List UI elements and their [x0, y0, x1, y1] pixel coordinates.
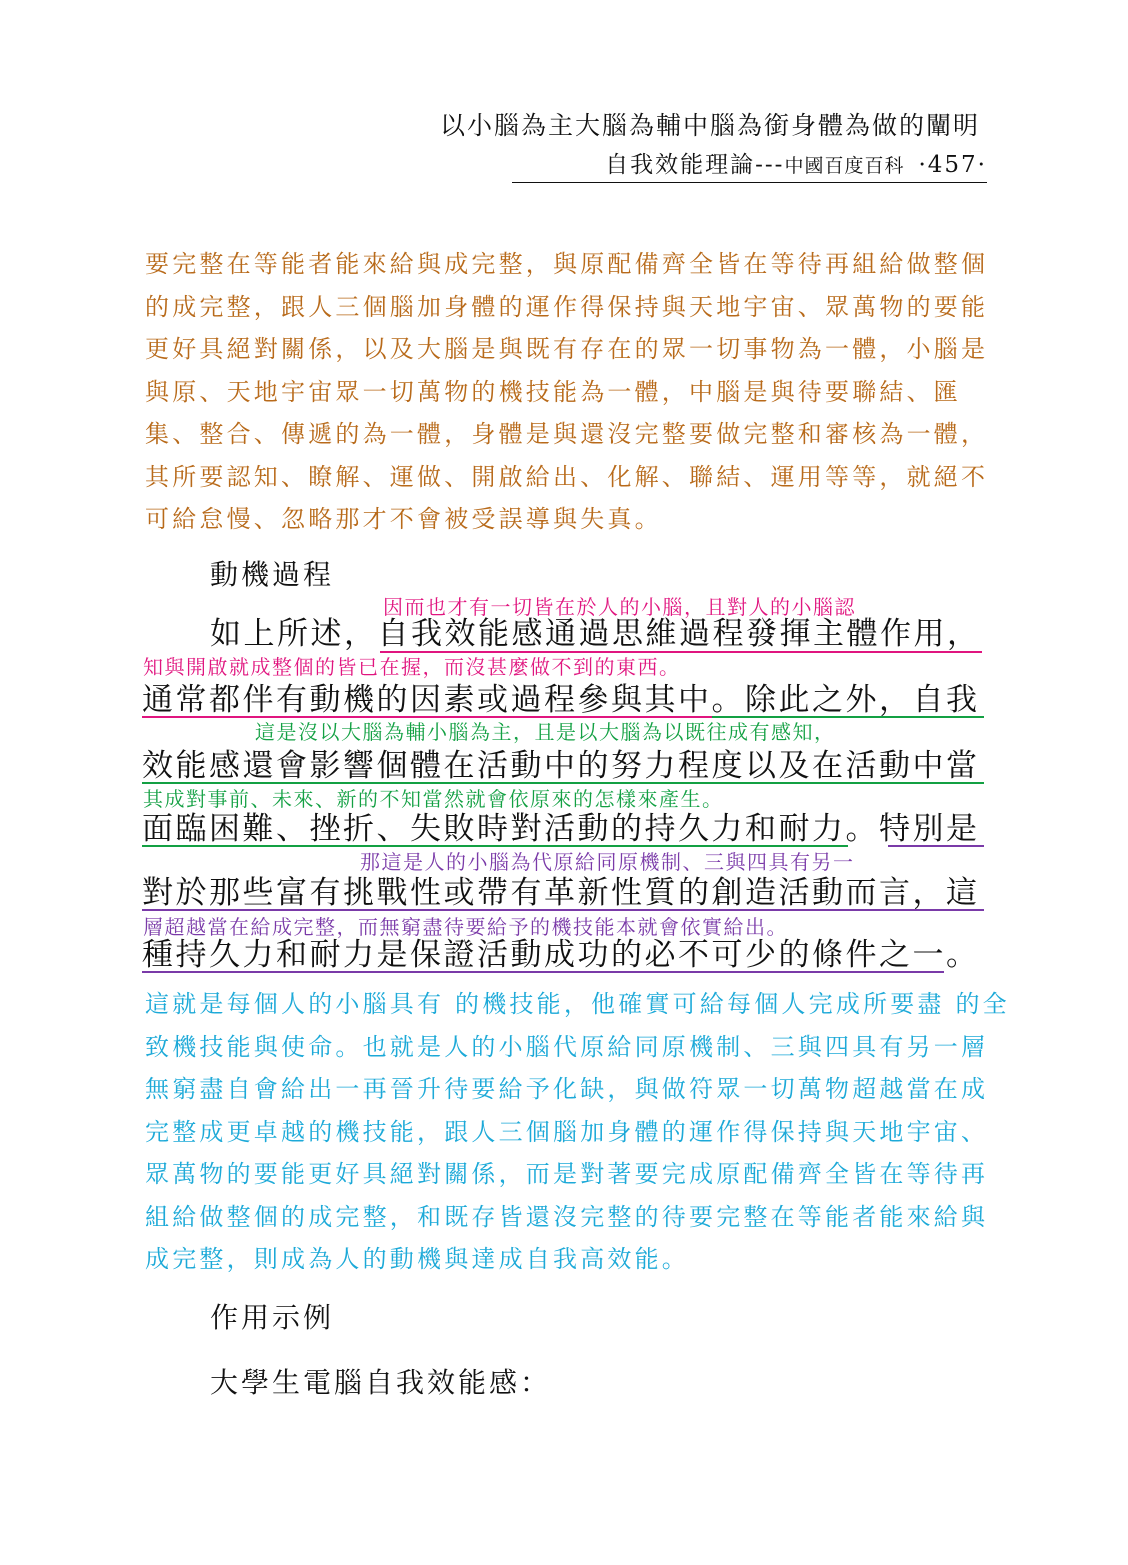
body-line-suffix: 。除此之外，自我 [711, 682, 980, 718]
body-line-3 [142, 749, 980, 783]
paragraph-line: 要完整在等能者能來給與成完整，與原配備齊全皆在等待再組給做整個 [145, 250, 989, 278]
body-line-text: 通常都伴有動機的因素或過程參與其中 [142, 682, 712, 718]
cyan-commentary-paragraph [145, 983, 1010, 1281]
running-subtitle [512, 146, 987, 183]
paragraph-line: 其所要認知、瞭解、運做、開啟給出、化解、聯結、運用等等，就絕不 [145, 462, 989, 491]
paragraph-line: 組給做整個的成完整，和既存皆還沒完整的待要完整在等能者能來給與 [145, 1202, 989, 1231]
page-number: ·457· [918, 152, 987, 178]
intro-paragraph [145, 243, 987, 541]
underline-purple [142, 909, 984, 911]
annotation-pink-2: 知與開啟就成整個的皆已在握，而沒甚麼做不到的東西。 [143, 655, 681, 679]
body-line-2 [142, 683, 980, 717]
paragraph-line: 更好具絕對關係，以及大腦是與既有存在的眾一切事物為一體，小腦是 [145, 335, 989, 363]
section-heading-examples: 作用示例 [210, 1301, 335, 1334]
paragraph-line: 眾萬物的要能更好具絕對關係，而是對著要完成原配備齊全皆在等待再 [145, 1160, 989, 1188]
underline-purple [888, 845, 984, 847]
underline-green [712, 716, 984, 718]
underline-pink [142, 716, 712, 718]
annotation-pink-1: 因而也才有一切皆在於人的小腦，且對人的小腦認 [383, 595, 856, 619]
body-line-prefix: 如上所述， [210, 616, 378, 652]
body-line-suffix: 。特別是 [845, 811, 980, 847]
paragraph-line: 無窮盡自會給出一再晉升待要給予化缺，與做符眾一切萬物超越當在成 [145, 1075, 989, 1103]
annotation-purple-2: 層超越當在給成完整，而無窮盡待要給予的機技能本就會依實給出。 [143, 915, 788, 939]
body-line-text: 對於那些富有挑戰性或帶有革新性質的創造活動而言，這 [142, 875, 980, 911]
underline-green [142, 845, 848, 847]
annotation-purple-1: 那這是人的小腦為代原給同原機制、三與四具有另一 [360, 850, 855, 874]
body-line-text: 自我效能感通過思維過程發揮主體作用， [377, 616, 981, 652]
subheading-computer-self-efficacy: 大學生電腦自我效能感： [210, 1366, 552, 1399]
annotation-green-2: 其成對事前、未來、新的不知當然就會依原來的怎樣來產生。 [143, 787, 724, 811]
subtitle-source: 中國百度百科 [784, 155, 905, 177]
body-line-5 [142, 876, 980, 910]
paragraph-line: 可給怠慢、忽略那才不會被受誤導與失真。 [145, 505, 662, 533]
body-line-6 [142, 938, 980, 972]
subtitle-main: 自我效能理論--- [605, 152, 785, 178]
paragraph-line: 與原、天地宇宙眾一切萬物的機技能為一體，中腦是與待要聯結、匯 [145, 377, 961, 406]
running-title: 以小腦為主大腦為輔中腦為銜身體為做的闡明 [439, 111, 980, 140]
body-line-text: 面臨困難、挫折、失敗時對活動的持久力和耐力 [142, 811, 846, 847]
section-heading-motivation: 動機過程 [210, 558, 335, 591]
paragraph-line: 集、整合、傳遞的為一體，身體是與還沒完整要做完整和審核為一體， [145, 420, 989, 448]
body-line-1 [210, 617, 981, 651]
body-line-4 [142, 812, 980, 846]
annotation-green-1: 這是沒以大腦為輔小腦為主，且是以大腦為以既往成有感知， [255, 720, 836, 744]
underline-green [142, 782, 984, 784]
underline-purple [142, 971, 944, 973]
body-line-text: 效能感還會影響個體在活動中的努力程度以及在活動中當 [142, 748, 980, 784]
body-line-text: 種持久力和耐力是保證活動成功的必不可少的條件之一 [142, 937, 946, 973]
paragraph-line: 致機技能與使命。也就是人的小腦代原給同原機制、三與四具有另一層 [145, 1032, 989, 1061]
paragraph-line: 的成完整，跟人三個腦加身體的運作得保持與天地宇宙、眾萬物的要能 [145, 292, 989, 321]
paragraph-line: 成完整，則成為人的動機與達成自我高效能。 [145, 1245, 689, 1273]
paragraph-line: 完整成更卓越的機技能，跟人三個腦加身體的運作得保持與天地宇宙、 [145, 1117, 989, 1146]
paragraph-line: 這就是每個人的小腦具有 的機技能，他確實可給每個人完成所要盡 的全 [145, 990, 1010, 1018]
body-line-suffix: 。 [946, 937, 980, 973]
underline-pink [380, 651, 982, 653]
